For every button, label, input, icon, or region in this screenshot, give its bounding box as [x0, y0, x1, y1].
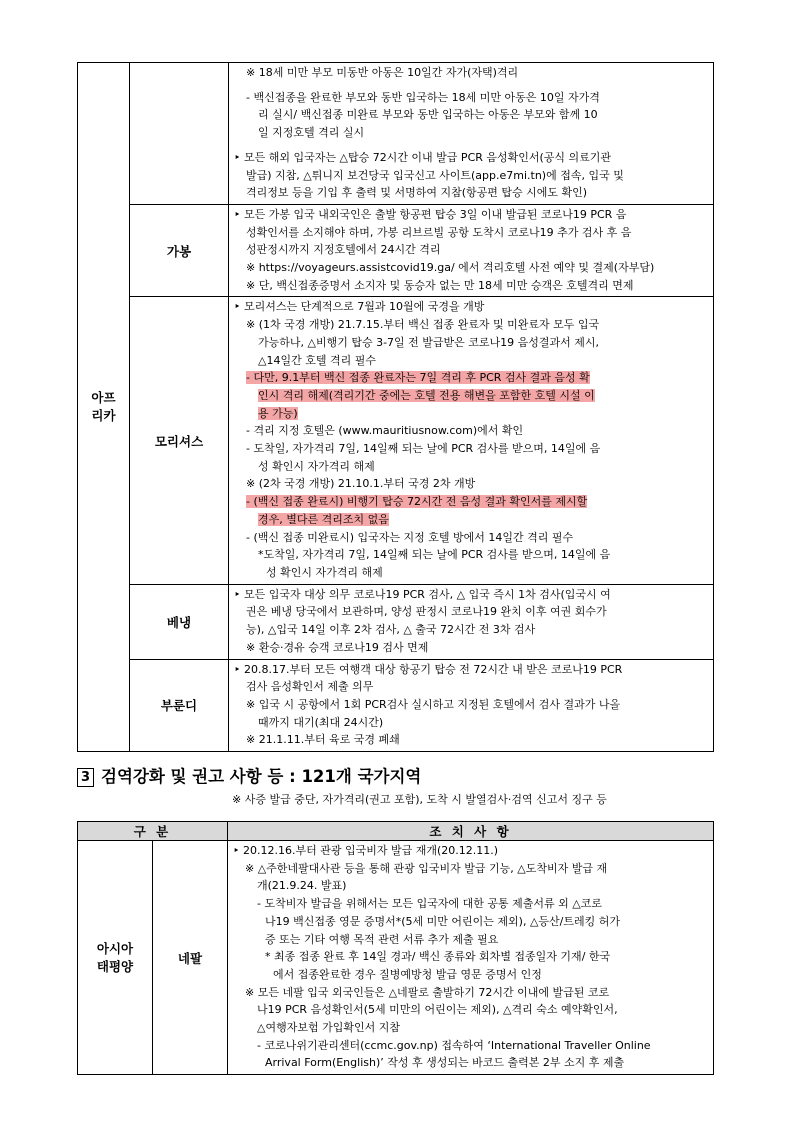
line-text: ※ △주한네팔대사관 등을 통해 관광 입국비자 발급 기능, △도착비자 발급 재 — [245, 861, 608, 875]
line-text: ※ 입국 시 공항에서 1회 PCR검사 실시하고 지정된 호텔에서 검사 결과가 나올 — [246, 697, 621, 711]
line-text: 가능하나, △비행기 탑승 3-7일 전 발급받은 코로나19 음성결과서 제시, — [258, 335, 600, 349]
text-line — [234, 167, 709, 185]
header-category: 구 분 — [78, 822, 228, 841]
region-cell — [78, 841, 153, 1075]
line-text: - 백신접종을 완료한 부모와 동반 입국하는 18세 미만 아동은 10일 자가격 — [246, 90, 600, 104]
line-text: 격리정보 등을 기입 후 출력 및 서명하여 지참(항공편 탑승 시에도 확인) — [246, 186, 588, 200]
line-text: ※ 21.1.11.부터 육로 국경 폐쇄 — [246, 733, 400, 747]
text-line — [234, 586, 709, 604]
text-line — [234, 440, 709, 458]
text-line — [233, 842, 709, 860]
text-line — [234, 529, 709, 547]
line-text: ※ 18세 미만 부모 미동반 아동은 10일간 자가(자택)격리 — [246, 66, 519, 79]
line-text: ※ 모든 네팔 입국 외국인들은 △네팔로 출발하기 72시간 이내에 발급된 코로 — [245, 985, 610, 999]
table-row — [78, 204, 714, 297]
line-text: 때까지 대기(최대 24시간) — [258, 715, 384, 729]
text-line — [234, 184, 709, 202]
line-text: ※ https://voyageurs.assistcovid19.ga/ 에서 격리호텔 사전 예약 및 결제(자부담) — [246, 261, 655, 275]
text-line — [234, 621, 709, 639]
line-text: *도착일, 자가격리 7일, 14일째 되는 날에 PCR 검사를 받으며, 14일에 음 — [258, 548, 611, 562]
country-cell: 모리셔스 — [130, 297, 229, 584]
highlighted-text: 인시 격리 해제(격리기간 중에는 호텔 전용 해변을 포함한 호텔 시설 이 — [258, 388, 595, 402]
line-text: - 도착일, 자가격리 7일, 14일째 되는 날에 PCR 검사를 받으며, 14일에 음 — [246, 442, 601, 456]
text-line — [234, 277, 709, 295]
text-line — [233, 984, 709, 1002]
text-line — [234, 458, 709, 476]
text-line — [233, 1054, 709, 1072]
section-note: ※ 사증 발급 중단, 자가격리(권고 포함), 도착 시 발열검사·검역 신고서 징구 등 — [232, 793, 607, 806]
text-line — [234, 603, 709, 621]
text-line — [234, 224, 709, 242]
line-text: - 도착비자 발급을 위해서는 모든 입국자에 대한 공통 제출서류 외 △코로 — [257, 897, 602, 911]
section-title: 검역강화 및 권고 사항 등 : 121개 국가지역 — [101, 767, 422, 786]
text-line — [233, 931, 709, 949]
text-line — [234, 678, 709, 696]
line-text: ‣ 20.12.16.부터 관광 입국비자 발급 재개(20.12.11.) — [233, 844, 499, 857]
text-line — [233, 895, 709, 913]
line-text: 개(21.9.24. 발표) — [257, 879, 347, 893]
highlighted-text: 경우, 별다른 격리조치 없음 — [258, 512, 389, 526]
text-line — [234, 564, 709, 582]
text-line — [234, 639, 709, 657]
line-text: 권은 베냉 당국에서 보관하며, 양성 판정시 코로나19 완치 이후 여권 회수가 — [246, 605, 607, 619]
line-text: ※ 환승·경유 승객 코로나19 검사 면제 — [246, 640, 429, 654]
line-text: 증 또는 기타 여행 목적 관련 서류 추가 제출 필요 — [265, 932, 499, 946]
text-line — [233, 1037, 709, 1055]
line-text: ※ 단, 백신접종증명서 소지자 및 동승자 없는 만 18세 미만 승객은 호텔격리 면제 — [246, 278, 634, 292]
table-row — [78, 841, 714, 1075]
country-cell — [130, 63, 229, 205]
text-line — [234, 731, 709, 749]
line-text: △14일간 호텔 격리 필수 — [258, 353, 376, 367]
line-text: 나19 백신접종 영문 증명서*(5세 미만 어린이는 제외), △등산/트레킹 허가 — [265, 914, 620, 928]
table-row — [78, 659, 714, 752]
line-text: 나19 PCR 음성확인서(5세 미만의 어린이는 제외), △격리 숙소 예약확인서, — [257, 1003, 618, 1017]
country-cell: 부룬디 — [130, 659, 229, 752]
text-line — [234, 149, 709, 167]
line-gap — [234, 82, 709, 89]
table-header-row — [78, 822, 714, 841]
line-text: 능), △입국 14일 이후 2차 검사, △ 출국 72시간 전 3차 검사 — [246, 623, 536, 637]
highlighted-text: 용 가능) — [258, 406, 298, 420]
text-line — [233, 1019, 709, 1037]
text-line — [234, 405, 709, 423]
text-line — [234, 387, 709, 405]
line-text: ‣ 모든 해외 입국자는 △탑승 72시간 이내 발급 PCR 음성확인서(공식 의료기관 — [234, 150, 612, 164]
line-text: 발급) 지참, △튀니지 보건당국 입국신고 사이트(app.e7mi.tn)에 접속, 입국 및 — [246, 168, 624, 182]
line-text: - 코로나위기관리센터(ccmc.gov.np) 접속하여 ‘International Traveller Online — [257, 1038, 651, 1052]
line-text: 검사 음성확인서 제출 의무 — [246, 680, 374, 694]
africa-table — [77, 62, 714, 752]
text-line — [233, 948, 709, 966]
text-line — [234, 714, 709, 732]
measures-cell — [229, 584, 714, 659]
line-text: - 격리 지정 호텔은 (www.mauritiusnow.com)에서 확인 — [246, 424, 524, 438]
measures-cell — [228, 841, 714, 1075]
line-text: ‣ 모든 입국자 대상 의무 코로나19 PCR 검사, △ 입국 즉시 1차 검사(입국시 여 — [234, 587, 611, 601]
highlighted-text: - 다만, 9.1부터 백신 접종 완료자는 7일 격리 후 PCR 검사 결과 음성 확 — [246, 371, 590, 385]
text-line — [233, 913, 709, 931]
country-cell: 베냉 — [130, 584, 229, 659]
table-row — [78, 584, 714, 659]
text-line — [234, 475, 709, 493]
text-line — [234, 206, 709, 224]
text-line — [233, 877, 709, 895]
table-row — [78, 297, 714, 584]
text-line — [234, 106, 709, 124]
text-line — [234, 352, 709, 370]
measures-cell — [229, 297, 714, 584]
text-line — [233, 966, 709, 984]
text-line — [234, 661, 709, 679]
measures-cell — [229, 659, 714, 752]
country-cell: 네팔 — [153, 841, 228, 1075]
line-text: 일 지정호텔 격리 실시 — [258, 126, 365, 140]
line-text: Arrival Form(English)’ 작성 후 생성되는 바코드 출력본 2부 소지 후 제출 — [265, 1056, 625, 1070]
text-line — [234, 316, 709, 334]
text-line — [234, 241, 709, 259]
line-text: ‣ 모든 가봉 입국 내외국인은 출발 항공편 탑승 3일 이내 발급된 코로나19 PCR 음 — [234, 207, 627, 221]
line-text: △여행자보험 가입확인서 지참 — [257, 1021, 400, 1035]
line-text: 리 실시/ 백신접종 미완료 부모와 동반 입국하는 아동은 부모와 함께 10 — [258, 108, 598, 122]
header-measures: 조 치 사 항 — [228, 822, 714, 841]
text-line — [233, 860, 709, 878]
region-label: 아시아 태평양 — [96, 940, 134, 974]
line-text: - (백신 접종 미완료시) 입국자는 지정 호텔 방에서 14일간 격리 필수 — [246, 530, 574, 544]
text-line — [234, 422, 709, 440]
line-text: 성판정시까지 지정호텔에서 24시간 격리 — [246, 243, 441, 257]
line-text: ※ (1차 국경 개방) 21.7.15.부터 백신 접종 완료자 및 미완료자 모두 입국 — [246, 318, 600, 332]
line-text: 성 확인시 자가격리 해제 — [258, 459, 375, 473]
line-text: 성확인서를 소지해야 하며, 가봉 리브르빌 공항 도착시 코로나19 추가 검사 후 음 — [246, 225, 632, 239]
text-line — [234, 89, 709, 107]
line-gap — [234, 142, 709, 149]
region-cell: 아프 리카 — [78, 63, 130, 752]
measures-cell — [229, 63, 714, 205]
measures-cell — [229, 204, 714, 297]
text-line — [234, 64, 709, 82]
text-line — [234, 124, 709, 142]
line-text: 에서 접종완료한 경우 질병예방청 발급 영문 증명서 인정 — [273, 967, 542, 981]
text-line — [234, 334, 709, 352]
asia-pacific-table — [77, 821, 714, 1075]
line-text: ※ (2차 국경 개방) 21.10.1.부터 국경 2차 개방 — [246, 477, 476, 491]
highlighted-text: - (백신 접종 완료시) 비행기 탑승 72시간 전 음성 결과 확인서를 제시할 — [246, 495, 588, 509]
text-line — [234, 546, 709, 564]
text-line — [234, 696, 709, 714]
line-text: ‣ 20.8.17.부터 모든 여행객 대상 항공기 탑승 전 72시간 내 받은 코로나19 PCR — [234, 662, 623, 676]
text-line — [234, 298, 709, 316]
table-row — [78, 63, 714, 205]
text-line — [234, 511, 709, 529]
line-text: * 최종 접종 완료 후 14일 경과/ 백신 종류와 회차별 접종일자 기재/ 한국 — [265, 950, 611, 964]
section-number: 3 — [77, 768, 94, 787]
text-line — [234, 369, 709, 387]
text-line — [234, 259, 709, 277]
text-line — [234, 493, 709, 511]
line-text: ‣ 모리셔스는 단계적으로 7월과 10월에 국경을 개방 — [234, 300, 485, 314]
text-line — [233, 1001, 709, 1019]
section-heading — [77, 763, 421, 787]
country-cell: 가봉 — [130, 204, 229, 297]
line-text: 성 확인시 자가격리 해제 — [266, 565, 383, 579]
